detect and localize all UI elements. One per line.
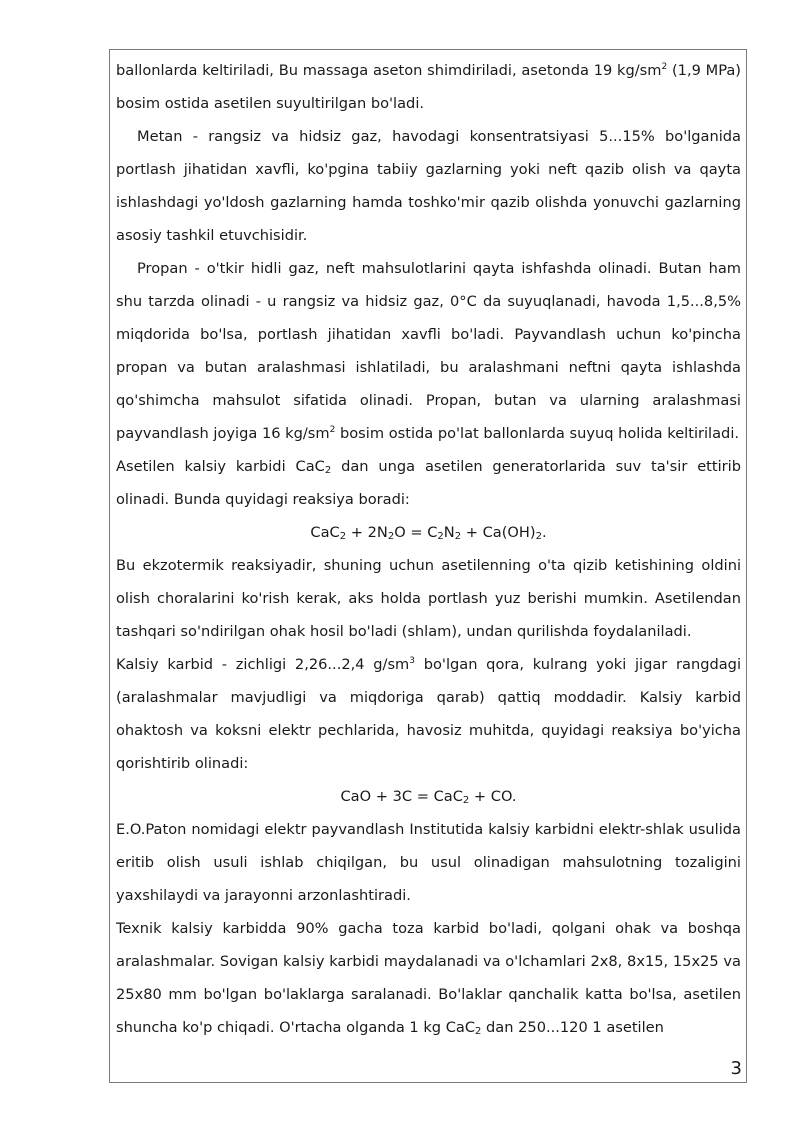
equation-carbide-synthesis: CaO + 3C = CaC$_2$ + CO. bbox=[340, 788, 517, 806]
paragraph-methane: Metan - rangsiz va hidsiz gaz, havodagi konsentratsiyasi 5...15% bo'lganida portlash jihatidan xavfli, ko'pgina tabiiy gazlarning yoki neft qazib olish va qayta ishlashdagi yo'ldosh gazlarning hamda toshko'mir qazib olishda yonuvchi gazlarning asosiy tashkil etuvchisidir. bbox=[116, 128, 741, 244]
paragraph-calcium-carbide: Kalsiy karbid - zichligi 2,26...2,4 $g/sm^3$ bo'lgan qora, kulrang yoki jigar rangdagi (aralashmalar mavjudligi va miqdoriga qarab) qattiq moddadir. Kalsiy karbid ohaktosh va koksni elektr pechlarida, havosiz muhitda, quyidagi reaksiya bo'yicha qorishtirib olinadi: bbox=[116, 656, 742, 772]
paragraph-technical-carbide: Texnik kalsiy karbidda 90% gacha toza karbid bo'ladi, qolgani ohak va boshqa aralashmalar. Sovigan kalsiy karbidi maydalanadi va o'lchamlari 2x8, 8x15, 15x25 va 25x80 mm bo'lgan bo'laklarga saralanadi. Bo'laklar qanchalik katta bo'lsa, asetilen shuncha ko'p chiqadi. O'rtacha olganda 1 kg CaC$_2$ dan 250...120 1 asetilen bbox=[116, 920, 741, 1037]
paragraph-propane-butane: Propan - o'tkir hidli gaz, neft mahsulotlarini qayta ishfashda olinadi. Butan ham shu tarzda olinadi - u rangsiz va hidsiz gaz, 0°C da suyuqlanadi, havoda 1,5...8,5% miqdorida bo'lsa, portlash jihatidan xavfli bo'ladi. Payvandlash uchun ko'pincha propan va butan aralashmasi ishlatiladi, bu aralashmani neftni qayta ishlashda qo'shimcha mahsulot sifatida olinadi. Propan, butan va ularning aralashmasi payvandlash joyiga 16 $kg/sm^2$ bosim ostida po'lat ballonlarda suyuq holida keltiriladi. bbox=[116, 260, 741, 442]
paragraph-paton-institute: E.O.Paton nomidagi elektr payvandlash Institutida kalsiy karbidni elektr-shlak usulida eritib olish usuli ishlab chiqilgan, bu usul olinadigan mahsulotning tozaligini yaxshilaydi va jarayonni arzonlashtiradi. bbox=[116, 821, 741, 904]
paragraph-acetylene-production: Asetilen kalsiy karbidi CaC$_2$ dan unga asetilen generatorlarida suv ta'sir ettirib olinadi. Bunda quyidagi reaksiya boradi: bbox=[116, 458, 741, 508]
equation-carbide-water: $CaC_2 + 2N_2O = C_2N_2 + Ca(OH)_2$. bbox=[310, 524, 547, 542]
page-number: 3 bbox=[730, 1058, 742, 1079]
paragraph-exothermic: Bu ekzotermik reaksiyadir, shuning uchun asetilenning o'ta qizib ketishining oldini olish choralarini ko'rish kerak, aks holda portlash yuz berishi mumkin. Asetilendan tashqari so'ndirilgan ohak hosil bo'ladi (shlam), undan qurilishda foydalaniladi. bbox=[116, 557, 741, 640]
paragraph-balloon-acetone: ballonlarda keltiriladi, Bu massaga aseton shimdiriladi, asetonda 19 $kg/sm^2$ (1,9 MPa) bosim ostida asetilen suyultirilgan bo'ladi. bbox=[116, 62, 741, 112]
document-body bbox=[116, 54, 741, 1044]
